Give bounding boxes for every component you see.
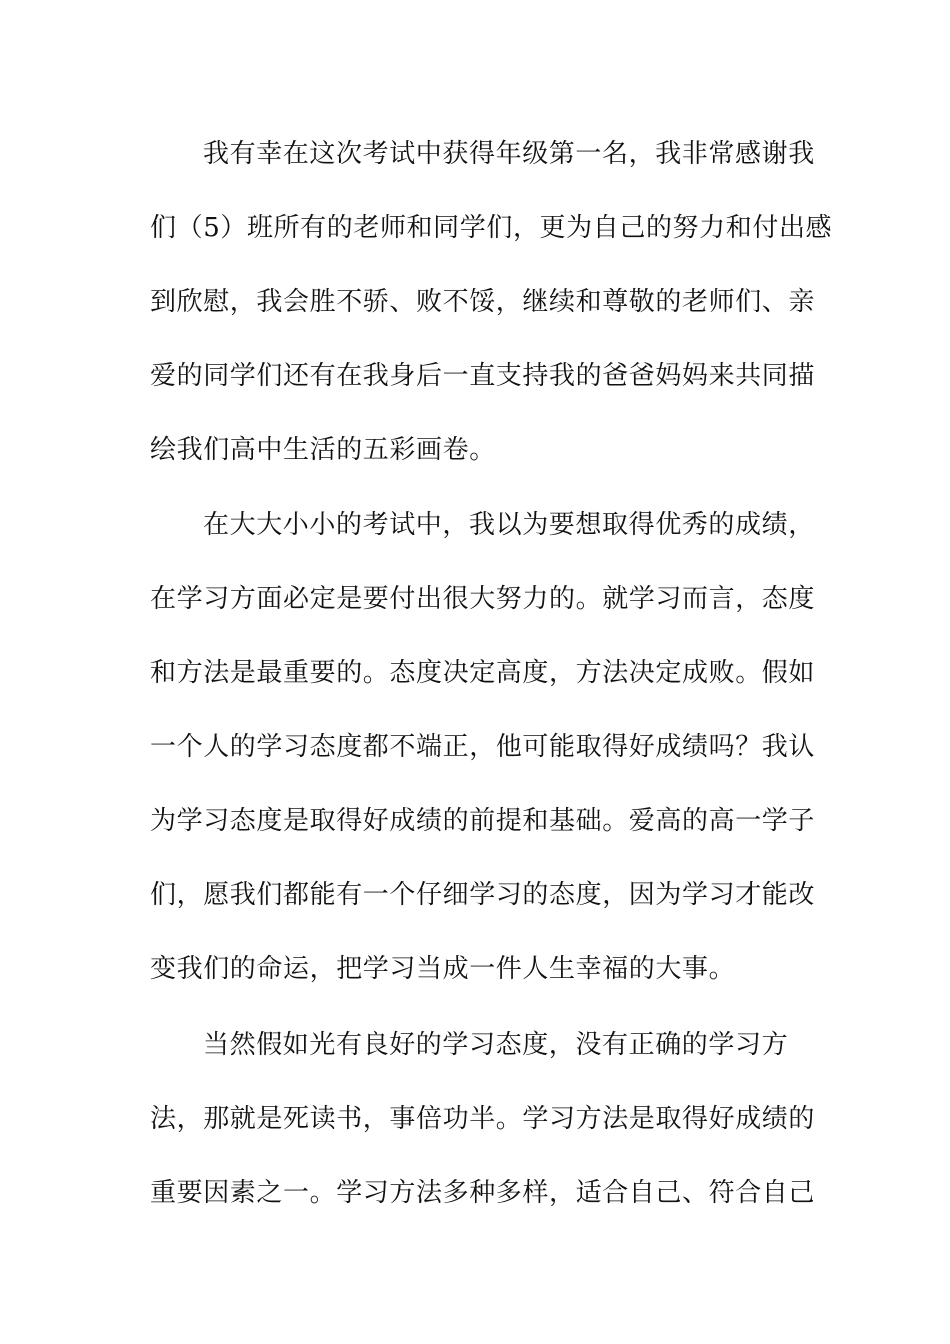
paragraph-2-line-3: 和方法是最重要的。态度决定高度，方法决定成败。假如 [150, 658, 816, 688]
paragraph-2-line-4: 一个人的学习态度都不端正，他可能取得好成绩吗？我认 [150, 732, 816, 762]
paragraph-1-line-2: 们（5）班所有的老师和同学们，更为自己的努力和付出感 [150, 213, 833, 243]
paragraph-1-line-5: 绘我们高中生活的五彩画卷。 [150, 435, 496, 465]
paragraph-3-line-2: 法，那就是死读书，事倍功半。学习方法是取得好成绩的 [150, 1104, 816, 1134]
paragraph-2-line-6: 们，愿我们都能有一个仔细学习的态度，因为学习才能改 [150, 880, 816, 910]
paragraph-2-line-1: 在大大小小的考试中，我以为要想取得优秀的成绩， [203, 510, 815, 540]
paragraph-2-line-5: 为学习态度是取得好成绩的前提和基础。爱高的高一学子 [150, 806, 816, 836]
paragraph-1-line-4: 爱的同学们还有在我身后一直支持我的爸爸妈妈来共同描 [150, 361, 816, 391]
paragraph-2-line-7: 变我们的命运，把学习当成一件人生幸福的大事。 [150, 954, 736, 984]
paragraph-1-line-1: 我有幸在这次考试中获得年级第一名，我非常感谢我 [203, 139, 815, 169]
paragraph-1-line-3: 到欣慰，我会胜不骄、败不馁，继续和尊敬的老师们、亲 [150, 287, 816, 317]
paragraph-2-line-2: 在学习方面必定是要付出很大努力的。就学习而言，态度 [150, 584, 816, 614]
paragraph-3-line-1: 当然假如光有良好的学习态度，没有正确的学习方 [203, 1030, 789, 1060]
paragraph-3-line-3: 重要因素之一。学习方法多种多样，适合自己、符合自己 [150, 1178, 816, 1208]
